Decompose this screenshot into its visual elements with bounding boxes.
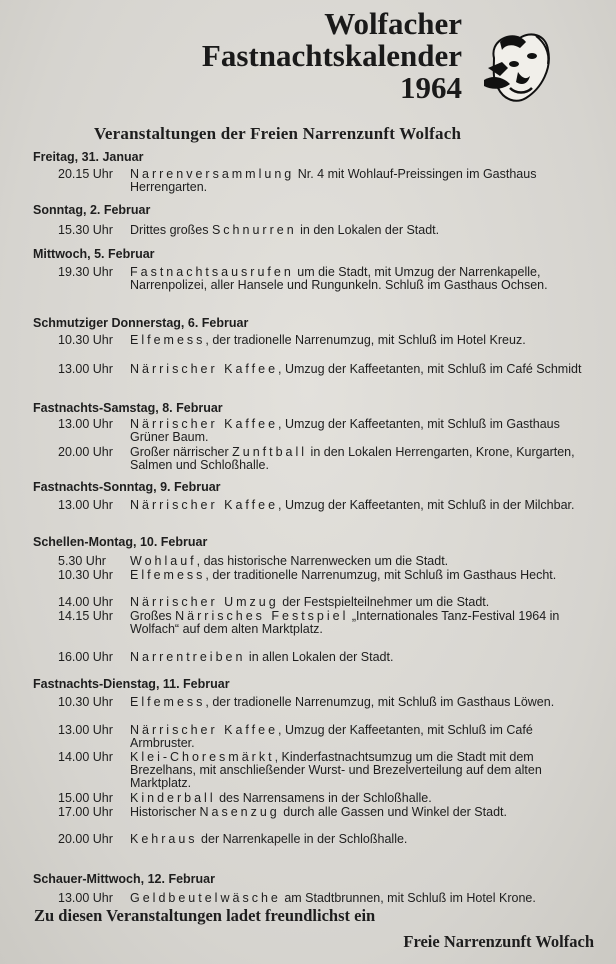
event-description: [130, 168, 592, 194]
event-name: Närrischer Kaffee: [130, 362, 279, 376]
day-heading: Mittwoch, 5. Februar: [33, 247, 155, 261]
event-description: [130, 266, 592, 292]
day-heading: Sonntag, 2. Februar: [33, 203, 151, 217]
event-name: Schnurren: [211, 223, 297, 237]
event-time: 17.00 Uhr: [58, 805, 113, 819]
event-name: Zunftball: [232, 445, 308, 459]
event-description: [130, 555, 592, 568]
event-description: [130, 892, 592, 905]
title-year: 1964: [400, 70, 462, 105]
event-text-suffix: der Festspielteilnehmer um die Stadt.: [278, 595, 490, 609]
event-description: [130, 224, 592, 237]
event-time: 10.30 Uhr: [58, 333, 113, 347]
event-text-suffix: , Umzug der Kaffeetanten, mit Schluß im Café Armbruster.: [130, 723, 533, 750]
day-heading: Freitag, 31. Januar: [33, 150, 144, 164]
event-description: [130, 596, 592, 609]
event-name: Närrisches Festspiel: [175, 609, 349, 623]
event-time: 15.00 Uhr: [58, 791, 113, 805]
event-text-suffix: , der traditionelle Narrenumzug, mit Schluß im Gasthaus Hecht.: [205, 568, 557, 582]
signature-text: Freie Narrenzunft Wolfach: [403, 932, 594, 951]
day-heading: Schellen-Montag, 10. Februar: [33, 535, 208, 549]
event-description: [130, 651, 592, 664]
event-description: [130, 833, 592, 846]
event-name: Närrischer Kaffee: [130, 417, 279, 431]
invitation-text: Zu diesen Veranstaltungen ladet freundlichst ein: [34, 906, 376, 925]
event-time: 13.00 Uhr: [58, 417, 113, 431]
event-time: 13.00 Uhr: [58, 498, 113, 512]
title-line-1: Wolfacher: [324, 6, 462, 41]
event-name: Närrischer Kaffee: [130, 498, 279, 512]
event-text-suffix: am Stadtbrunnen, mit Schluß im Hotel Krone.: [280, 891, 536, 905]
event-description: [130, 569, 592, 582]
event-text-suffix: , Umzug der Kaffeetanten, mit Schluß in der Milchbar.: [278, 498, 575, 512]
event-time: 14.00 Uhr: [58, 750, 113, 764]
event-time: 13.00 Uhr: [58, 723, 113, 737]
event-time: 20.00 Uhr: [58, 832, 113, 846]
event-name: Klei-Choresmärkt: [130, 750, 275, 764]
event-time: 20.00 Uhr: [58, 445, 113, 459]
event-text-suffix: , das historische Narrenwecken um die Stadt.: [196, 554, 449, 568]
event-text-suffix: , der tradionelle Narrenumzug, mit Schluß im Hotel Kreuz.: [205, 333, 526, 347]
event-name: Närrischer Kaffee: [130, 723, 279, 737]
event-text-suffix: in allen Lokalen der Stadt.: [245, 650, 394, 664]
event-time: 10.30 Uhr: [58, 568, 113, 582]
event-time: 19.30 Uhr: [58, 265, 113, 279]
event-description: [130, 751, 592, 790]
event-time: 13.00 Uhr: [58, 891, 113, 905]
event-text-suffix: der Narrenkapelle in der Schloßhalle.: [197, 832, 408, 846]
event-description: [130, 363, 592, 376]
event-description: [130, 418, 592, 444]
event-text-prefix: Großes: [130, 609, 176, 623]
event-name: Elfemess: [130, 333, 206, 347]
event-time: 16.00 Uhr: [58, 650, 113, 664]
event-description: [130, 446, 592, 472]
event-name: Fastnachtsausrufen: [130, 265, 294, 279]
event-name: Nasenzug: [199, 805, 280, 819]
event-text-suffix: , der tradionelle Narrenumzug, mit Schluß im Gasthaus Löwen.: [205, 695, 555, 709]
event-time: 15.30 Uhr: [58, 223, 113, 237]
event-name: Elfemess: [130, 695, 206, 709]
event-description: [130, 610, 592, 636]
event-description: [130, 724, 592, 750]
event-text-suffix: , Kinderfastnachtsumzug um die Stadt mit dem Brezelhans, mit anschließender Wurst- und Brezelverteilung auf dem alten Marktplatz.: [130, 750, 542, 790]
event-time: 13.00 Uhr: [58, 362, 113, 376]
event-text-suffix: Nr. 4 mit Wohlauf-Preissingen im Gasthaus Herrengarten.: [130, 167, 537, 194]
event-description: [130, 696, 592, 709]
event-time: 14.15 Uhr: [58, 609, 113, 623]
day-heading: Fastnachts-Dienstag, 11. Februar: [33, 677, 230, 691]
event-description: [130, 806, 592, 819]
event-description: [130, 792, 592, 805]
day-heading: Fastnachts-Sonntag, 9. Februar: [33, 480, 221, 494]
event-text-suffix: in den Lokalen Herrengarten, Krone, Kurgarten, Salmen und Schloßhalle.: [130, 445, 575, 472]
event-text-prefix: Großer närrischer: [130, 445, 233, 459]
event-text-suffix: in den Lokalen der Stadt.: [296, 223, 440, 237]
event-description: [130, 334, 592, 347]
event-name: Kinderball: [130, 791, 216, 805]
event-name: Kehraus: [130, 832, 198, 846]
event-text-suffix: des Narrensamens in der Schloßhalle.: [215, 791, 432, 805]
page-subtitle: Veranstaltungen der Freien Narrenzunft Wolfach: [94, 124, 462, 143]
event-name: Närrischer Umzug: [130, 595, 279, 609]
jester-mask-icon: [480, 28, 556, 106]
event-name: Geldbeutelwäsche: [130, 891, 281, 905]
day-heading: Schauer-Mittwoch, 12. Februar: [33, 872, 215, 886]
event-time: 20.15 Uhr: [58, 167, 113, 181]
day-heading: Schmutziger Donnerstag, 6. Februar: [33, 316, 249, 330]
event-text-suffix: , Umzug der Kaffeetanten, mit Schluß im Gasthaus Grüner Baum.: [130, 417, 560, 444]
day-heading: Fastnachts-Samstag, 8. Februar: [33, 401, 223, 415]
event-text-suffix: durch alle Gassen und Winkel der Stadt.: [279, 805, 507, 819]
event-text-suffix: um die Stadt, mit Umzug der Narrenkapelle, Narrenpolizei, aller Hansele und Rungunkeln. Schluß im Gasthaus Ochsen.: [130, 265, 548, 292]
event-name: Elfemess: [130, 568, 206, 582]
event-name: Wohlauf: [130, 554, 197, 568]
page-title: [202, 8, 462, 104]
event-time: 10.30 Uhr: [58, 695, 113, 709]
event-time: 14.00 Uhr: [58, 595, 113, 609]
event-text-suffix: , Umzug der Kaffeetanten, mit Schluß im Café Schmidt: [278, 362, 582, 376]
event-text-suffix: „Internationales Tanz-Festival 1964 in Wolfach“ auf dem alten Marktplatz.: [130, 609, 560, 636]
event-time: 5.30 Uhr: [58, 554, 106, 568]
event-text-prefix: Drittes großes: [130, 223, 212, 237]
title-line-2: Fastnachtskalender: [201, 38, 462, 73]
event-name: Narrentreiben: [130, 650, 246, 664]
event-name: Narrenversammlung: [130, 167, 295, 181]
event-description: [130, 499, 592, 512]
event-text-prefix: Historischer: [130, 805, 200, 819]
